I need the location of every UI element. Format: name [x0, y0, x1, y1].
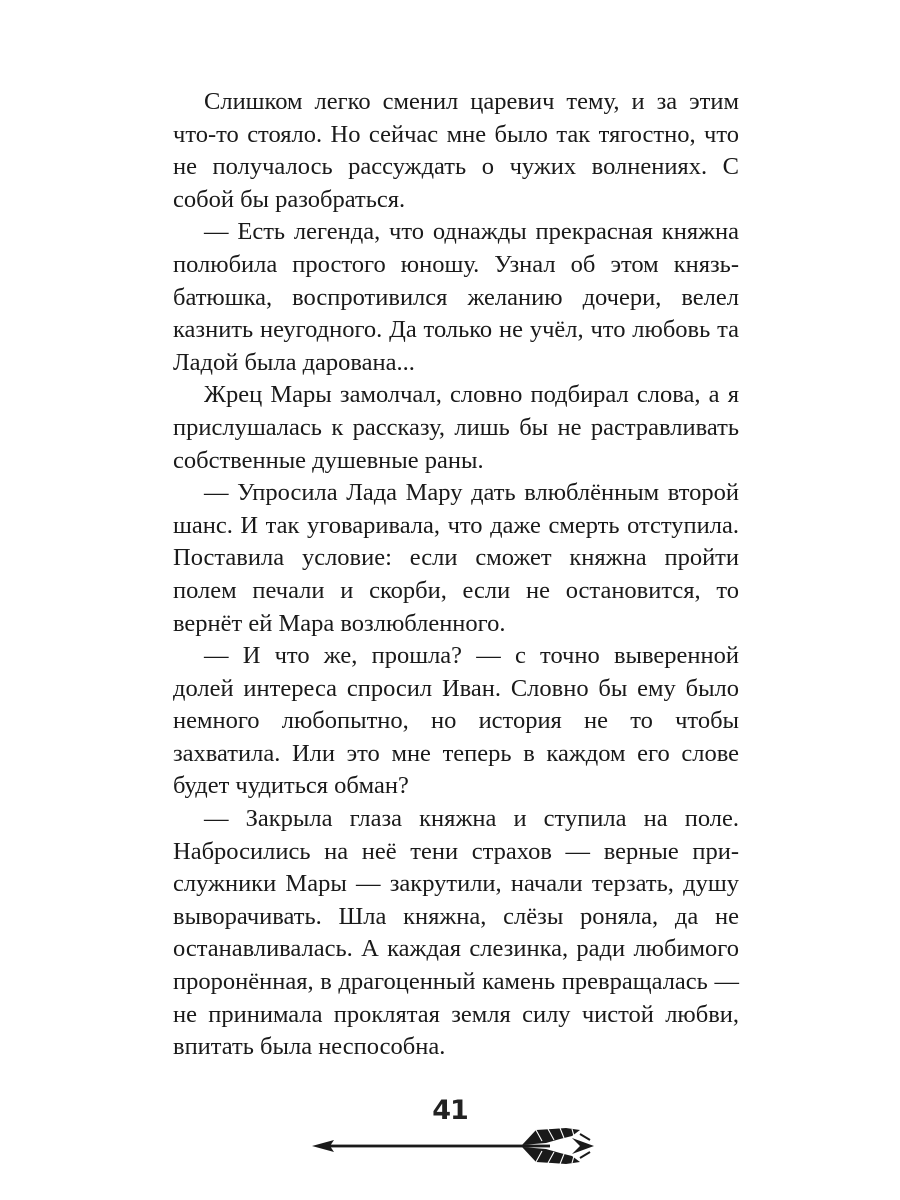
arrow-ornament-icon [310, 1126, 600, 1166]
paragraph: — И что же, прошла? — с точно выверенной долей интереса спросил Иван. Словно бы ему было немного любопытно, но история не то чтобы захватила. Или это мне теперь в каждом его слове будет чудиться обман? [173, 642, 739, 800]
page-number: 41 [432, 1095, 468, 1126]
page-footer [0, 1090, 900, 1180]
paragraph: — Упросила Лада Мару дать влюблённым второй шанс. И так уговаривала, что даже смерть отступила. Поставила условие: если сможет княжна пройти полем печали и скорби, если не остановится, то вернёт ей Мара возлюбленного. [173, 479, 739, 637]
paragraph: Жрец Мары замолчал, словно подбирал слова, а я прислушалась к рассказу, лишь бы не растравливать собственные душевные раны. [173, 381, 739, 474]
book-page-text [173, 86, 739, 1064]
paragraph: — Есть легенда, что однажды прекрасная княжна полюбила простого юношу. Узнал об этом князь-батюшка, воспротивился желанию дочери, велел казнить неугодного. Да только не учёл, что любовь та Ладой была дарована... [173, 218, 739, 376]
paragraph: Слишком легко сменил царевич тему, и за этим что-то стояло. Но сейчас мне было так тягостно, что не получалось рассуждать о чужих волнениях. С собой бы разобраться. [173, 88, 739, 213]
paragraph: — Закрыла глаза княжна и ступила на поле. Набросились на неё тени страхов — верные прислужники Мары — закрутили, начали терзать, душу выворачивать. Шла княжна, слёзы роняла, да не останавливалась. А каждая слезинка, ради любимого проронённая, в драгоценный камень превращалась — не принимала проклятая земля силу чистой любви, впитать была неспособна. [173, 805, 739, 1061]
